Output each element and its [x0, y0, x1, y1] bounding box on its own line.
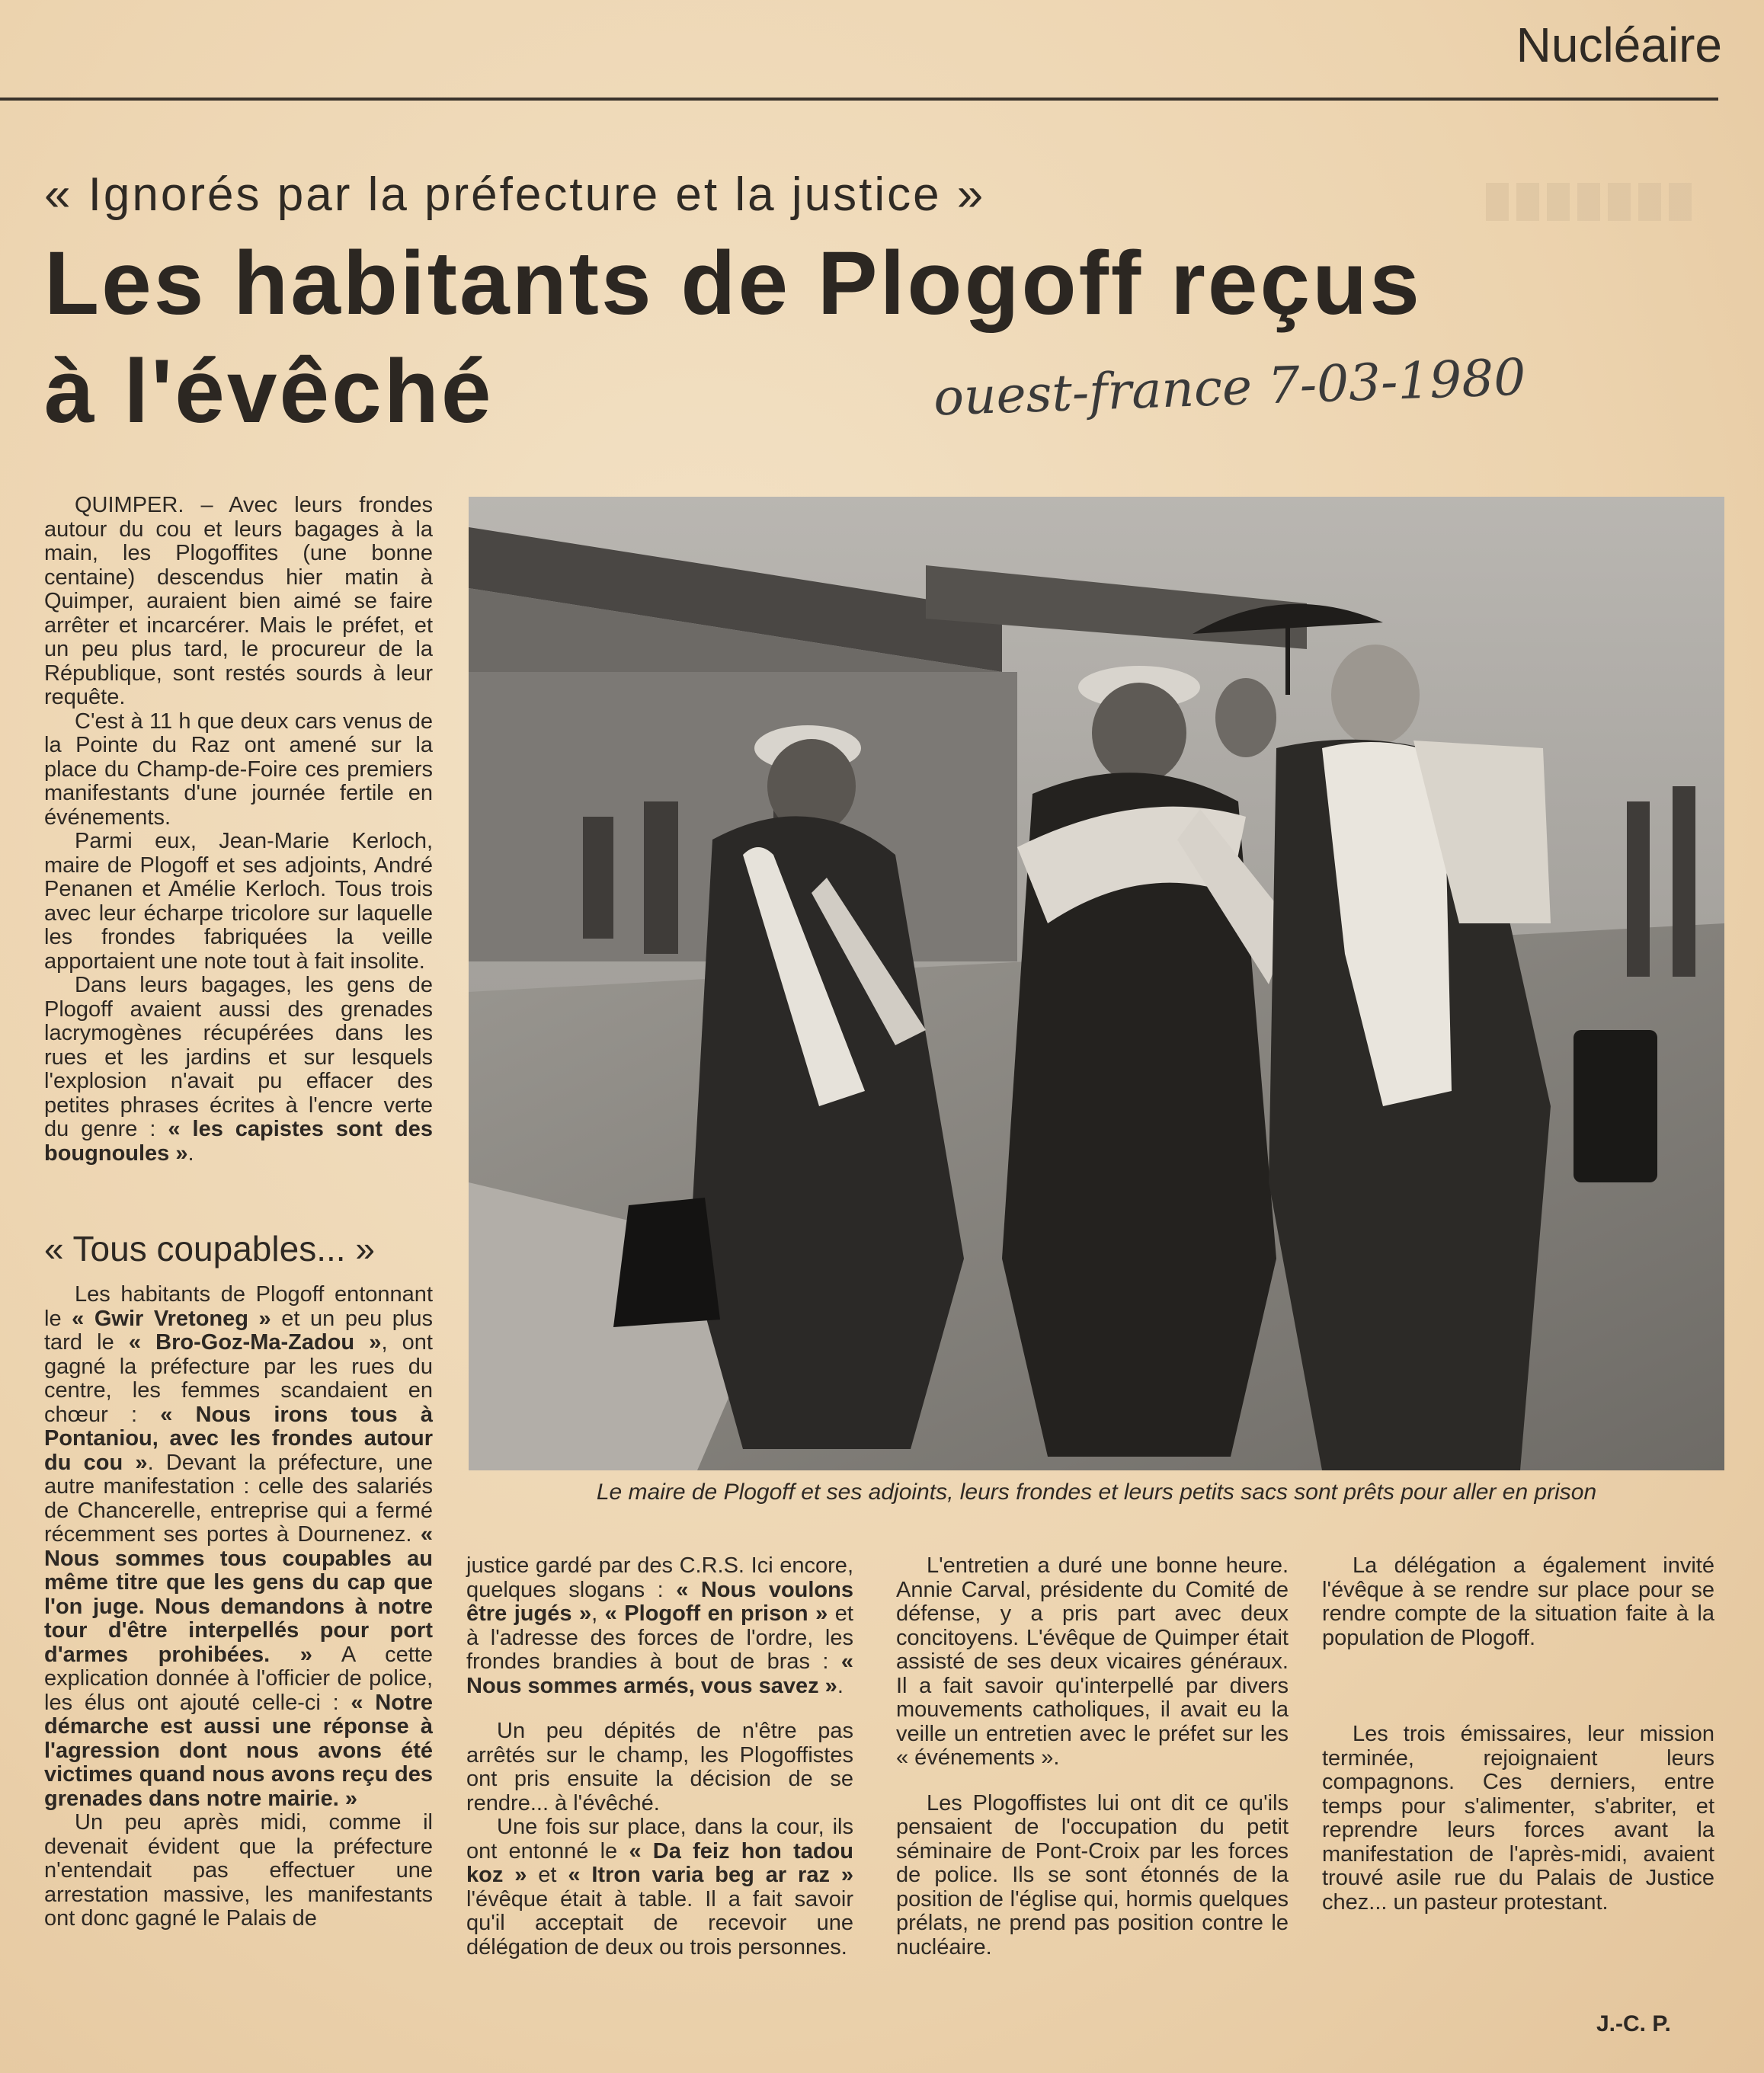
article-kicker: « Ignorés par la préfecture et la justice » — [44, 168, 986, 221]
paragraph — [466, 1554, 853, 1698]
quote: « Nous irons tous à Pontaniou, avec les frondes autour du cou » — [44, 1402, 433, 1475]
photo-caption: Le maire de Plogoff et ses adjoints, leurs frondes et leurs petits sacs sont prêts pour aller en prison — [596, 1480, 1597, 1505]
text-run: et un peu plus tard le — [44, 1306, 433, 1355]
quote: « Bro-Goz-Ma-Zadou » — [128, 1330, 382, 1355]
text-run: , ont gagné la préfecture par les rues du centre, les femmes scandaient en chœur : — [44, 1330, 433, 1427]
header-rule — [0, 98, 1718, 101]
paragraph: Un peu dépités de n'être pas arrêtés sur le champ, les Plogoffistes ont pris ensuite la décision de se rendre... à l'évêché. — [466, 1719, 853, 1815]
paragraph: Les Plogoffistes lui ont dit ce qu'ils pensaient de l'occupation du petit séminaire de Pont-Croix par les forces de police. Ils se sont étonnés de la position de l'église qui, hormis quelques prélats, ne prend pas position contre le nucléaire. — [896, 1790, 1289, 1959]
paragraph: La délégation a également invité l'évêque à se rendre sur place pour se rendre compte de la situation faite à la population de Plogoff. — [1322, 1553, 1714, 1650]
column-1-continued — [44, 1283, 433, 1931]
quote: « Nous sommes tous coupables au même titre que les gens du cap que l'on juge. Nous demandons à notre tour d'être interpellés pour port d'armes prohibées. » — [44, 1522, 433, 1667]
subheading: « Tous coupables... » — [44, 1229, 375, 1268]
article-headline — [44, 230, 1644, 446]
quote: « Plogoff en prison » — [604, 1601, 828, 1626]
photo-illustration — [469, 497, 1724, 1470]
text-run: , — [591, 1601, 605, 1626]
handwritten-source-note: ouest-france 7-03-1980 — [932, 347, 1527, 427]
text-run: l'évêque était à table. Il a fait savoir qu'il acceptait de recevoir une délégation de deux ou trois personnes. — [466, 1886, 853, 1959]
author-signature: J.-C. P. — [1596, 2011, 1671, 2036]
quote: « Notre démarche est aussi une réponse à l'agression dont nous avons été victimes quand nous avons reçu des grenades dans notre mairie. » — [44, 1690, 433, 1811]
headline-line-1: Les habitants de Plogoff reçus — [44, 233, 1422, 334]
quote: « Nous voulons être jugés » — [466, 1577, 853, 1626]
paragraph: QUIMPER. – Avec leurs frondes autour du cou et leurs bagages à la main, les Plogoffites (une bonne centaine) descendus hier matin à Quimper, auraient bien aimé se faire arrêter et incarcérer. Mais le préfet, et un peu plus tard, le procureur de la République, sont restés sourds à leur requête. — [44, 493, 433, 709]
text-run: Les habitants de Plogoff entonnant le — [44, 1282, 433, 1331]
column-3 — [896, 1554, 1289, 1981]
paragraph: C'est à 11 h que deux cars venus de la Pointe du Raz ont amené sur la place du Champ-de-Foire ces premiers manifestants d'une journée fertile en événements. — [44, 709, 433, 830]
column-2 — [466, 1554, 853, 1981]
text-run: . — [837, 1673, 844, 1698]
text-run: Dans leurs bagages, les gens de Plogoff avaient aussi des grenades lacrymogènes récupérées dans les rues et les jardins et sur lesquels l'explosion n'avait pu effacer des petites phrases écrites à l'encre verte du genre : — [44, 973, 433, 1141]
text-run: . — [187, 1140, 194, 1166]
quote: « Da feiz hon tadou koz » — [466, 1838, 854, 1887]
text-run: et à l'adresse des forces de l'ordre, les frondes brandies à bout de bras : — [466, 1601, 853, 1674]
headline-line-2: à l'évêché — [44, 341, 494, 442]
text-run: Une fois sur place, dans la cour, ils ont entonné le — [466, 1815, 853, 1863]
paragraph: Parmi eux, Jean-Marie Kerloch, maire de Plogoff et ses adjoints, André Penanen et Amélie Kerloch. Tous trois avec leur écharpe tricolore sur laquelle les frondes fabriquées la veille apportaient une note tout à fait insolite. — [44, 829, 433, 974]
column-4 — [1322, 1554, 1714, 1936]
paragraph: Les trois émissaires, leur mission terminée, rejoignaient leurs compagnons. Ces derniers, entre temps pour s'alimenter, s'abriter, et reprendre leurs forces avant la manifestation de l'après-midi, avaient trouvé asile rue du Palais de Justice chez... un pasteur protestant. — [1322, 1722, 1714, 1915]
text-run: justice gardé par des C.R.S. Ici encore, quelques slogans : — [466, 1553, 853, 1602]
paragraph — [44, 974, 433, 1166]
text-run: A cette explication donnée à l'officier de police, les élus ont ajouté celle-ci : — [44, 1642, 433, 1715]
quote: « Nous sommes armés, vous savez » — [466, 1649, 853, 1698]
column-1 — [44, 494, 433, 1166]
paragraph — [466, 1815, 853, 1959]
text-run: . Devant la préfecture, une autre manifestation : celle des salariés de Chancerelle, entreprise qui a fermé récemment ses portes à Dournenez. — [44, 1450, 433, 1547]
section-rubric: Nucléaire — [1516, 18, 1722, 72]
quote: « Gwir Vretoneg » — [72, 1306, 271, 1331]
paragraph — [44, 1283, 433, 1811]
quote: « les capistes sont des bougnoules » — [44, 1117, 433, 1166]
text-run: et — [527, 1863, 568, 1887]
paragraph: Un peu après midi, comme il devenait évident que la préfecture n'entendait pas effectuer une arrestation massive, les manifestants ont donc gagné le Palais de — [44, 1810, 433, 1931]
quote: « Itron varia beg ar raz » — [568, 1863, 853, 1887]
bleed-through-texture — [1486, 183, 1699, 221]
paragraph: L'entretien a duré une bonne heure. Annie Carval, présidente du Comité de défense, y a pris part avec deux concitoyens. L'évêque de Quimper était assisté de ses deux vicaires généraux. Il a fait savoir qu'interpellé par divers mouvements catholiques, il avait eu la veille un entretien avec le préfet sur les « événements ». — [896, 1553, 1289, 1770]
news-photo — [469, 497, 1724, 1470]
